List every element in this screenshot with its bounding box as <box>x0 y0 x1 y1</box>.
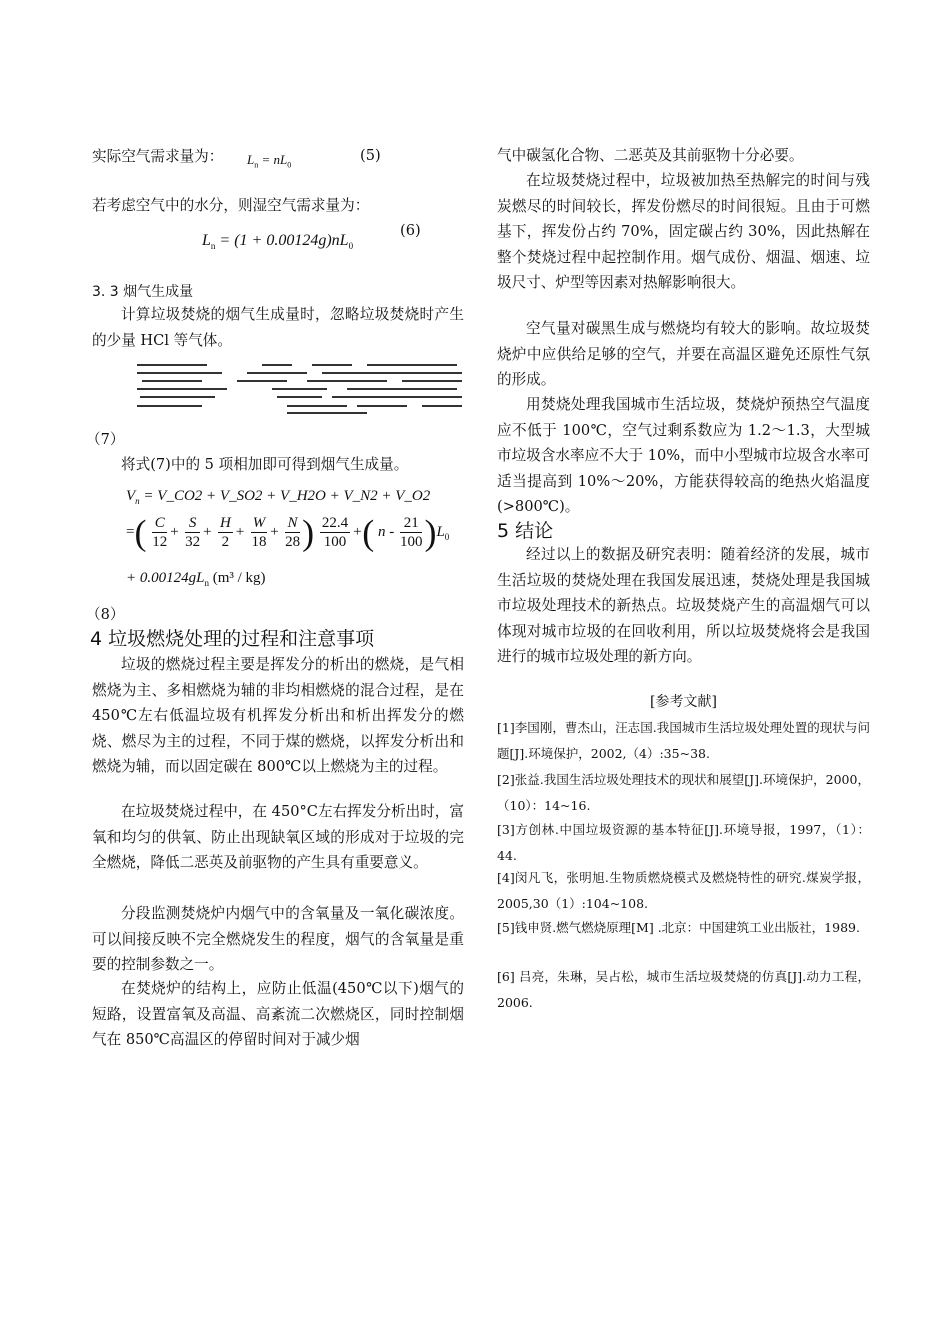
right-paragraph-1: 在垃圾焚烧过程中，垃圾被加热至热解完的时间与残炭燃尽的时间较长，挥发份燃尽的时间很短。且由于可燃基下，挥发份占约 70%，固定碳占约 30%，因此热解在整个焚烧过程中起控制作用。烟气成份、烟温、烟速、垃圾尺寸、炉型等因素对热解影响很大。 <box>497 172 870 291</box>
equation-7-number: （7） <box>86 431 125 448</box>
references-title: [参考文献] <box>650 694 717 710</box>
equation-8-line3: + $0.00124gL_n$ (m³ / kg) <box>126 570 266 588</box>
actual-air-label: 实际空气需求量为： <box>92 148 224 165</box>
reference-2: [2]张益.我国生活垃圾处理技术的现状和展望[J].环境保护，2000，（10）：14~16. <box>497 772 870 813</box>
wet-air-label: 若考虑空气中的水分，则湿空气需求量为： <box>92 197 370 214</box>
equation-8-number: （8） <box>86 606 125 623</box>
continued-paragraph: 气中碳氢化合物、二恶英及其前驱物十分必要。 <box>497 147 804 164</box>
section-3-3-heading: 3. 3 烟气生成量 <box>92 284 194 300</box>
equation-7-image <box>137 362 472 416</box>
reference-5: [5]钱申贤.燃气燃烧原理[M] .北京：中国建筑工业出版社，1989. <box>497 920 860 935</box>
sum-paragraph: 将式(7)中的 5 项相加即可得到烟气生成量。 <box>121 456 409 473</box>
reference-6: [6] 吕亮，朱琳，吴占松，城市生活垃圾焚烧的仿真[J].动力工程，2006. <box>497 969 870 1010</box>
section-4-paragraph-3: 分段监测焚烧炉内烟气中的含氧量及一氧化碳浓度。可以间接反映不完全燃烧发生的程度，烟气的含氧量是重要的控制参数之一。 <box>92 905 464 973</box>
reference-1: [1]李国刚，曹杰山，汪志国.我国城市生活垃圾处理处置的现状与问题[J].环境保护，2002,（4）:35~38. <box>497 720 870 761</box>
section-4-paragraph-1: 垃圾的燃烧过程主要是挥发分的析出的燃烧，是气相燃烧为主、多相燃烧为辅的非均相燃烧的混合过程，是在 450℃左右低温垃圾有机挥发分析出和析出挥发分的燃烧、燃尽为主的过程，不同于煤的燃烧，以挥发分析出和燃烧为辅，而以固定碳在 800℃以上燃烧为主的过程。 <box>92 656 464 775</box>
equation-6-number: (6) <box>400 222 421 239</box>
equation-5-number: (5) <box>360 147 381 164</box>
equation-5: $L_n = nL_0$ <box>247 152 292 170</box>
section-5-heading: 5 结论 <box>497 520 554 542</box>
reference-3: [3]方创林.中国垃圾资源的基本特征[J].环境导报，1997，（1）：44. <box>497 822 870 863</box>
section-4-heading: 4 垃圾燃烧处理的过程和注意事项 <box>90 628 375 650</box>
reference-4: [4]闵凡飞，张明旭.生物质燃烧模式及燃烧特性的研究.煤炭学报，2005,30（1）:104~108. <box>497 870 870 911</box>
section-4-paragraph-2: 在垃圾焚烧过程中，在 450°C左右挥发分析出时，富氧和均匀的供氧、防止出现缺氧区域的形成对于垃圾的完全燃烧，降低二恶英及前驱物的产生具有重要意义。 <box>92 803 464 871</box>
conclusion-paragraph: 经过以上的数据及研究表明：随着经济的发展，城市生活垃圾的焚烧处理在我国发展迅速，焚烧处理是我国城市垃圾处理技术的新热点。垃圾焚烧产生的高温烟气可以体现对城市垃圾的在回收利用，所以垃圾焚烧将会是我国进行的城市垃圾处理的新方向。 <box>497 546 870 665</box>
section-4-paragraph-4: 在焚烧炉的结构上，应防止低温(450℃以下)烟气的短路，设置富氧及高温、高紊流二次燃烧区，同时控制烟气在 850℃高温区的停留时间对于减少烟 <box>92 980 464 1048</box>
right-paragraph-3: 用焚烧处理我国城市生活垃圾，焚烧炉预热空气温度应不低于 100℃，空气过剩系数应为 1.2～1.3，大型城市垃圾含水率应不大于 10%，而中小型城市垃圾含水率可适当提高到 10%～20%，方能获得较高的绝热火焰温度(>800℃)。 <box>497 396 870 515</box>
right-paragraph-2: 空气量对碳黑生成与燃烧均有较大的影响。故垃圾焚烧炉中应供给足够的空气，并要在高温区避免还原性气氛的形成。 <box>497 320 870 388</box>
equation-8-line2: =( $\frac{C}{12}$ + $\frac{S}{32}$ + $\frac{H}{2}$ + $\frac{W}{18}$ + $\frac{N}{28}$ ) $\frac{22.4}{100}$ +( n - $\frac{21}{100}$ )$L_0$ <box>126 512 450 553</box>
equation-8-line1: $V_n$ = V_CO2 + V_SO2 + V_H2O + V_N2 + V_O2 <box>126 488 431 506</box>
flue-gas-paragraph: 计算垃圾焚烧的烟气生成量时，忽略垃圾焚烧时产生的少量 HCl 等气体。 <box>92 306 464 349</box>
equation-6: $L_n = (1 + 0.00124g)nL_0$ <box>202 232 354 252</box>
